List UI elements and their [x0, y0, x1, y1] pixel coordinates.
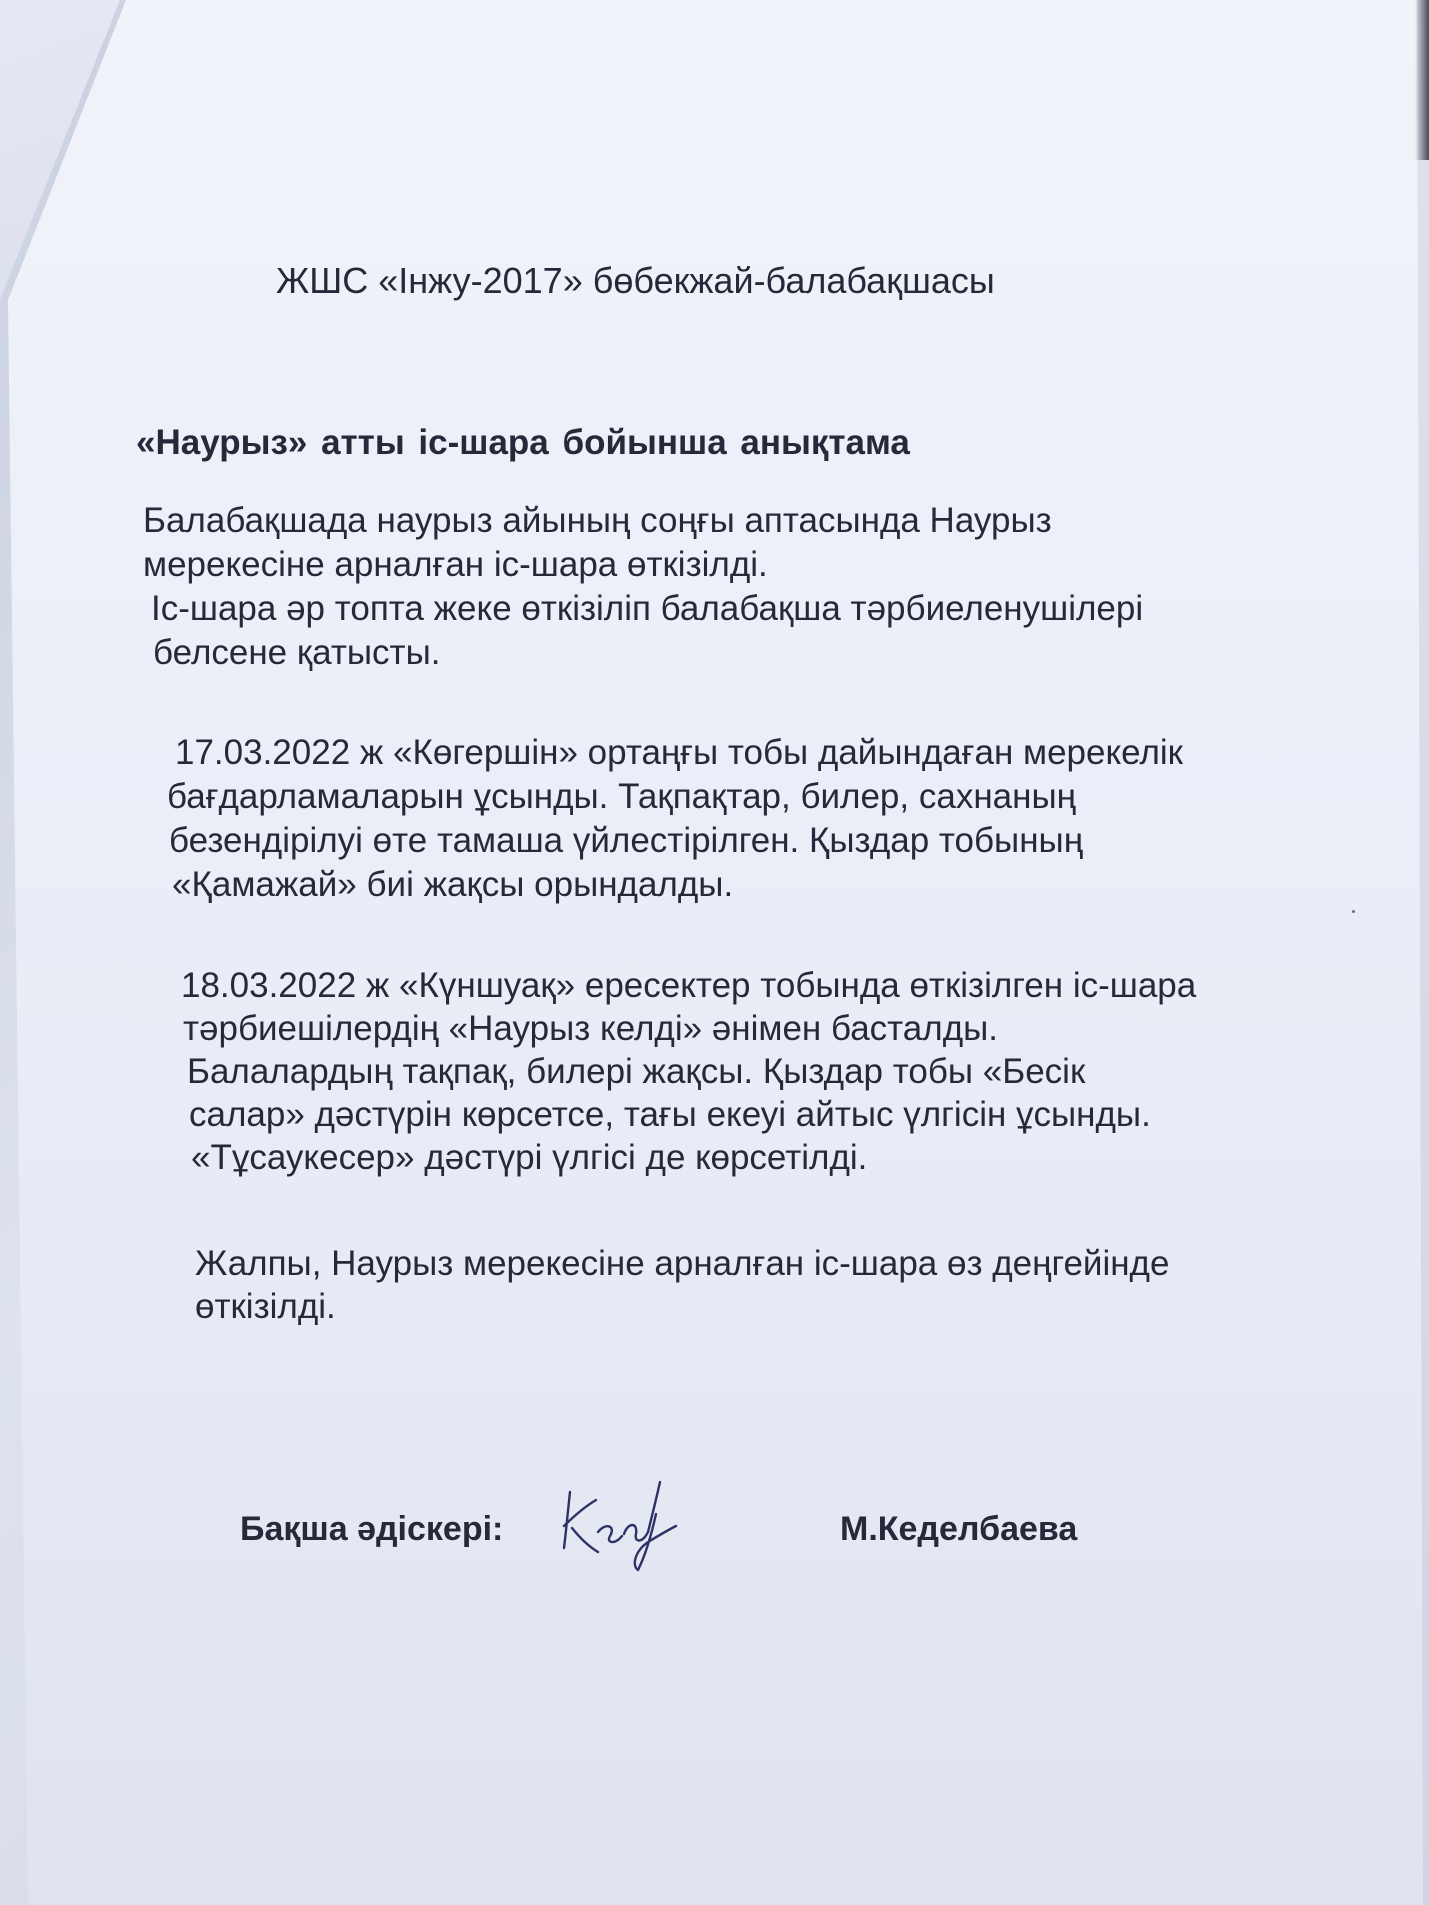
- signature-label: Бақша әдіскері:: [240, 1510, 504, 1548]
- paragraph-kunshuak: [181, 964, 1196, 1179]
- document-title: «Наурыз» атты іс-шара бойынша анықтама: [136, 423, 910, 462]
- intro-paragraph: [143, 499, 1143, 675]
- paragraph-line: салар» дәстүрін көрсетсе, тағы екеуі айтыс үлгісін ұсынды.: [189, 1095, 1151, 1134]
- paragraph-line: 18.03.2022 ж «Күншуақ» ересектер тобында өткізілген іс-шара: [181, 966, 1197, 1005]
- paragraph-line: бағдарламаларын ұсынды. Тақпақтар, билер, сахнаның: [167, 777, 1076, 816]
- intro-line: мерекесіне арналған іс-шара өткізілді.: [143, 545, 768, 584]
- paper-speck: [1352, 910, 1355, 913]
- paragraph-line: «Қамажай» биі жақсы орындалды.: [172, 865, 734, 904]
- paragraph-conclusion: [195, 1242, 1169, 1328]
- intro-line: белсене қатысты.: [153, 633, 441, 672]
- paragraph-line: «Тұсаукесер» дәстүрі үлгісі де көрсетілді.: [191, 1138, 868, 1177]
- paragraph-kogershin: [167, 731, 1183, 907]
- organization-name: ЖШС «Інжу-2017» бөбекжай-балабақшасы: [276, 260, 995, 301]
- edge-shadow: [1415, 0, 1429, 160]
- paragraph-line: Жалпы, Наурыз мерекесіне арналған іс-шара өз деңгейінде: [195, 1244, 1170, 1283]
- intro-line: Іс-шара әр топта жеке өткізіліп балабақша тәрбиеленушілері: [151, 589, 1144, 628]
- handwritten-signature: [552, 1470, 682, 1575]
- paragraph-line: 17.03.2022 ж «Көгершін» ортаңғы тобы дайындаған мерекелік: [175, 733, 1183, 772]
- paragraph-line: тәрбиешілердің «Наурыз келді» әнімен басталды.: [183, 1009, 998, 1048]
- signer-name: М.Кеделбаева: [840, 1510, 1078, 1548]
- intro-line: Балабақшада наурыз айының соңғы аптасында Наурыз: [143, 501, 1052, 540]
- paragraph-line: безендірілуі өте тамаша үйлестірілген. Қыздар тобының: [169, 821, 1084, 860]
- paragraph-line: Балалардың тақпақ, билері жақсы. Қыздар тобы «Бесік: [187, 1052, 1086, 1091]
- paragraph-line: өткізілді.: [195, 1287, 336, 1326]
